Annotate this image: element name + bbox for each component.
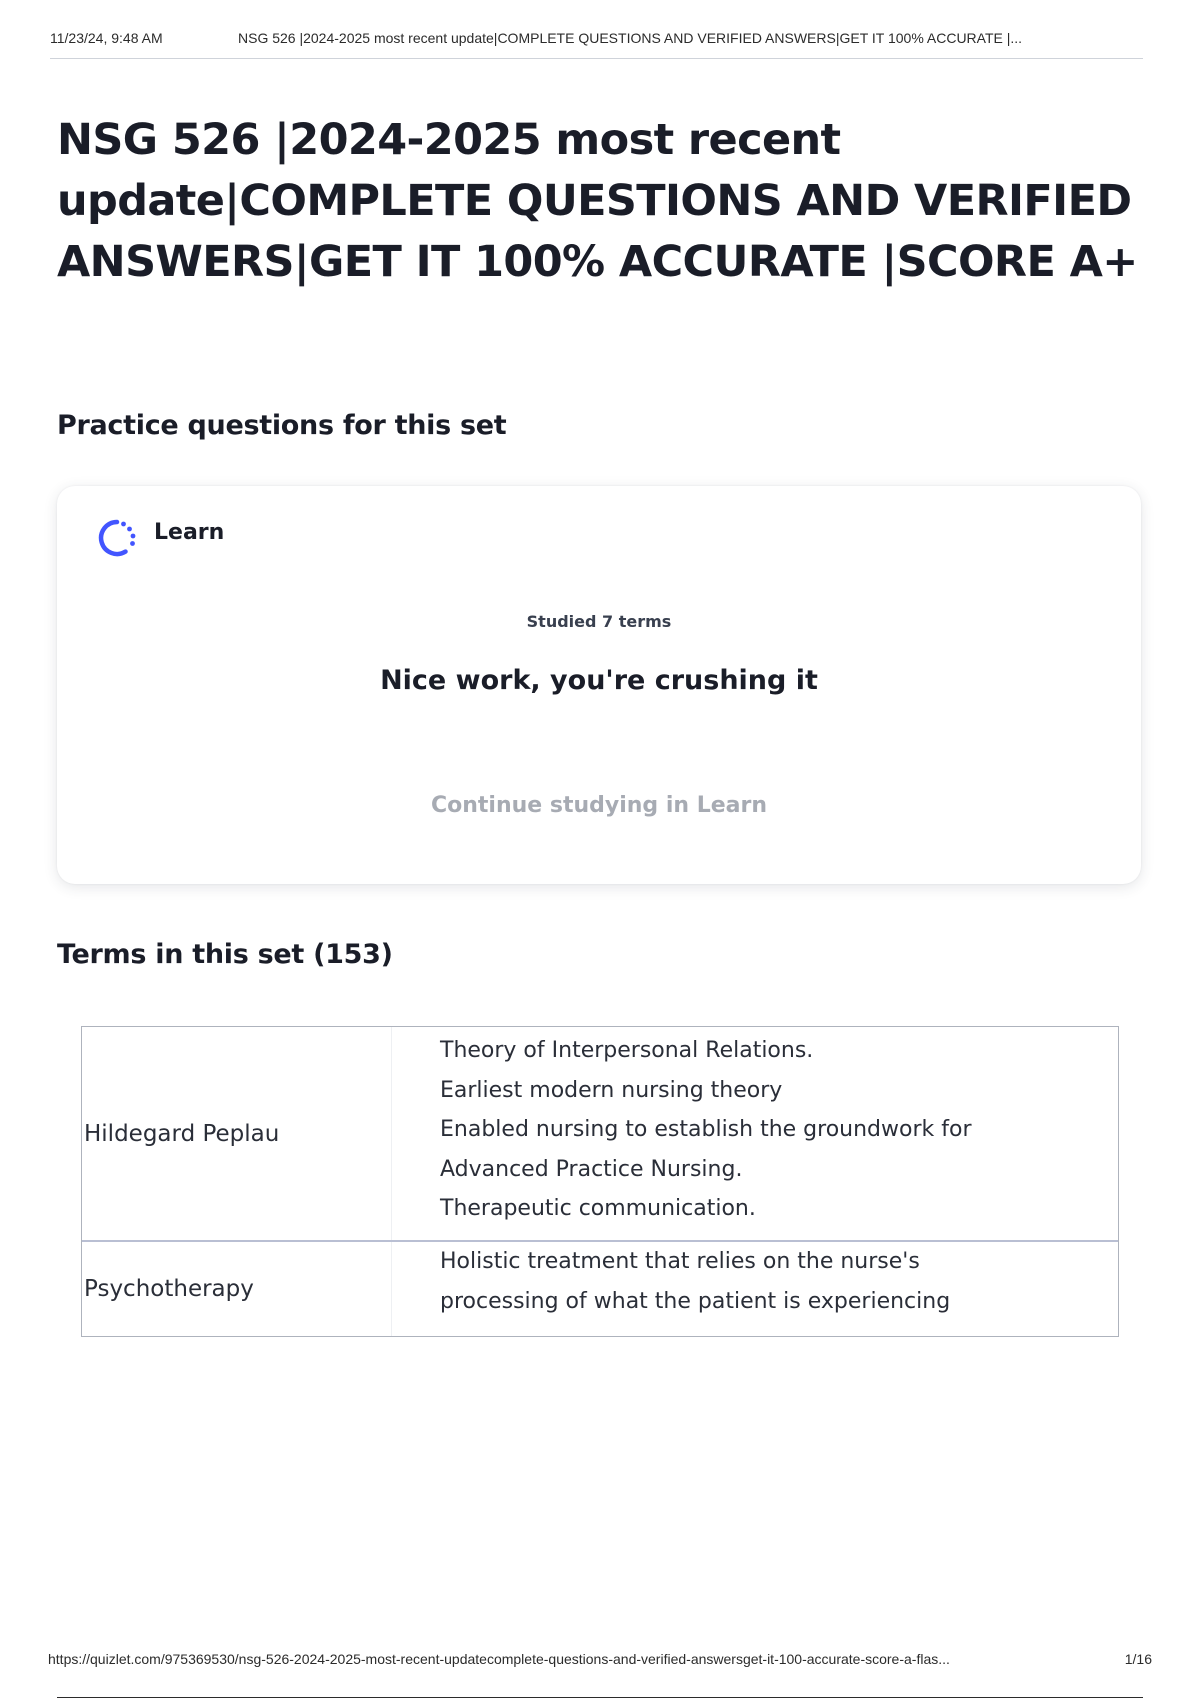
encouragement-message: Nice work, you're crushing it <box>380 665 818 696</box>
print-datetime: 11/23/24, 9:48 AM <box>50 30 163 46</box>
definition-line: Enabled nursing to establish the groundwork for <box>440 1117 972 1142</box>
definition-line: Advanced Practice Nursing. <box>440 1156 743 1182</box>
studied-count: Studied 7 terms <box>526 612 672 631</box>
learn-progress-icon <box>95 516 139 560</box>
terms-section-heading: Terms in this set (153) <box>57 939 393 970</box>
definition-line: Earliest modern nursing theory <box>440 1077 783 1103</box>
term-row <box>82 1240 1118 1336</box>
definition-line: Holistic treatment that relies on the nurse's <box>440 1249 920 1274</box>
practice-section-heading: Practice questions for this set <box>57 410 507 441</box>
terms-table <box>81 1026 1119 1337</box>
learn-card[interactable] <box>57 486 1141 884</box>
term-word: Hildegard Peplau <box>82 1027 392 1240</box>
print-document-title: NSG 526 |2024-2025 most recent update|COMPLETE QUESTIONS AND VERIFIED ANSWERS|GET IT 100% ACCURATE |... <box>238 30 1023 46</box>
definition-line: Therapeutic communication. <box>440 1196 756 1221</box>
print-url: https://quizlet.com/975369530/nsg-526-2024-2025-most-recent-updatecomplete-questions-and-verified-answersget-it-100-accurate-score-a-flas... <box>48 1651 950 1667</box>
term-word: Psychotherapy <box>82 1242 392 1336</box>
definition-line: Theory of Interpersonal Relations. <box>440 1038 814 1063</box>
term-definition <box>392 1242 1118 1336</box>
page-number: 1/16 <box>1124 1651 1152 1667</box>
term-row <box>82 1027 1118 1240</box>
print-header <box>50 30 1143 59</box>
page-title: NSG 526 |2024-2025 most recent update|COMPLETE QUESTIONS AND VERIFIED ANSWERS|GET IT 100% ACCURATE |SCORE A+ <box>57 115 1138 287</box>
definition-line: processing of what the patient is experiencing <box>440 1288 951 1314</box>
footer-divider <box>57 1697 1143 1698</box>
learn-mode-label: Learn <box>154 520 225 545</box>
continue-learn-button[interactable]: Continue studying in Learn <box>430 793 767 818</box>
term-definition <box>392 1027 1118 1240</box>
